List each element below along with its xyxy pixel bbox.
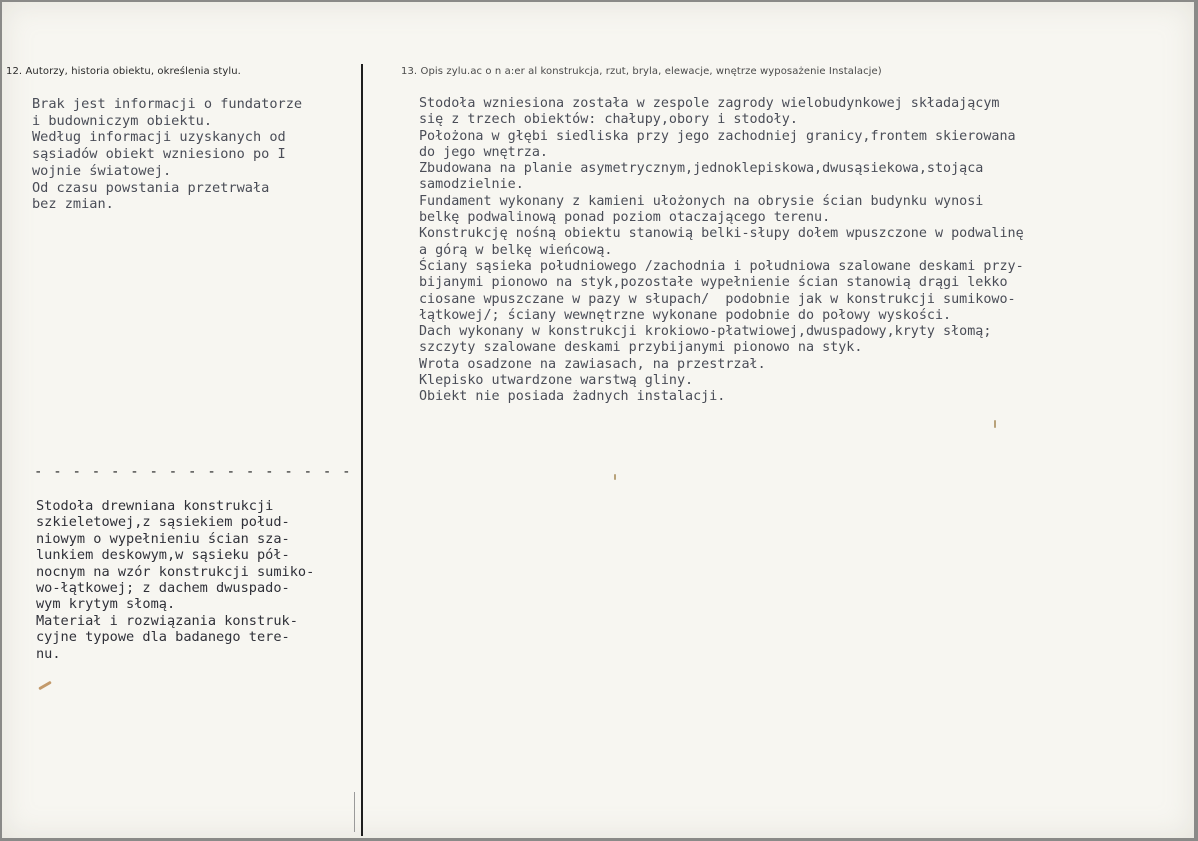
divider-trace — [354, 792, 355, 832]
section-12-header: 12. Autorzy, historia obiektu, określenia stylu. — [6, 66, 241, 77]
authors-history-text: Brak jest informacji o fundatorze i budowniczym obiektu. Według informacji uzyskanych od sąsiadów obiekt wzniesiono po I wojnie światowej. Od czasu powstania przetrwała bez zmian. — [32, 96, 303, 213]
style-determination-text: Stodoła drewniana konstrukcji szkieletowej,z sąsiekiem połud- niowym o wypełnieniu ścian sza- lunkiem deskowym,w sąsieku pół- nocnym na wzór konstrukcji sumiko- wo-łątkowej; z dachem dwuspado- wym krytym słomą. Materiał i rozwiązania konstruk- cyjne typowe dla badanego tere- nu. — [36, 498, 315, 662]
column-divider — [361, 64, 363, 836]
section-13-header: 13. Opis zylu.ac o n a:er al konstrukcja, rzut, bryla, elewacje, wnętrze wyposażenie Instalacje) — [401, 66, 882, 77]
ink-dot-mark — [614, 474, 616, 480]
dashed-separator: - - - - - - - - - - - - - - - - - — [34, 464, 352, 480]
index-card — [2, 2, 1194, 838]
ink-dot-mark — [994, 420, 996, 428]
ink-smudge-mark — [38, 681, 52, 691]
description-text: Stodoła wzniesiona została w zespole zagrody wielobudynkowej składającym się z trzech obiektów: chałupy,obory i stodoły. Położona w głębi siedliska przy jego zachodniej granicy,frontem skierowana do jego wnętrza. Zbudowana na planie asymetrycznym,jednoklepiskowa,dwusąsiekowa,stojąca samodzielnie. Fundament wykonany z kamieni ułożonych na obrysie ścian budynku wynosi belkę podwalinową ponad poziom otaczającego terenu. Konstrukcję nośną obiektu stanowią belki-słupy dołem wpuszczone w podwalinę a górą w belkę wieńcową. Ściany sąsieka południowego /zachodnia i południowa szalowane deskami przy- bijanymi pionowo na styk,pozostałe wypełnienie ścian stanowią drągi lekko ciosane wpuszczane w pazy w słupach/ podobnie jak w konstrukcji sumikowo- łątkowej/; ściany wewnętrzne wykonane podobnie do połowy wyskości. Dach wykonany w konstrukcji krokiowo-płatwiowej,dwuspadowy,kryty słomą; szczyty szalowane deskami przybijanymi pionowo na styk. Wrota osadzone na zawiasach, na przestrzał. Klepisko utwardzone warstwą gliny. Obiekt nie posiada żadnych instalacji. — [419, 96, 1024, 405]
